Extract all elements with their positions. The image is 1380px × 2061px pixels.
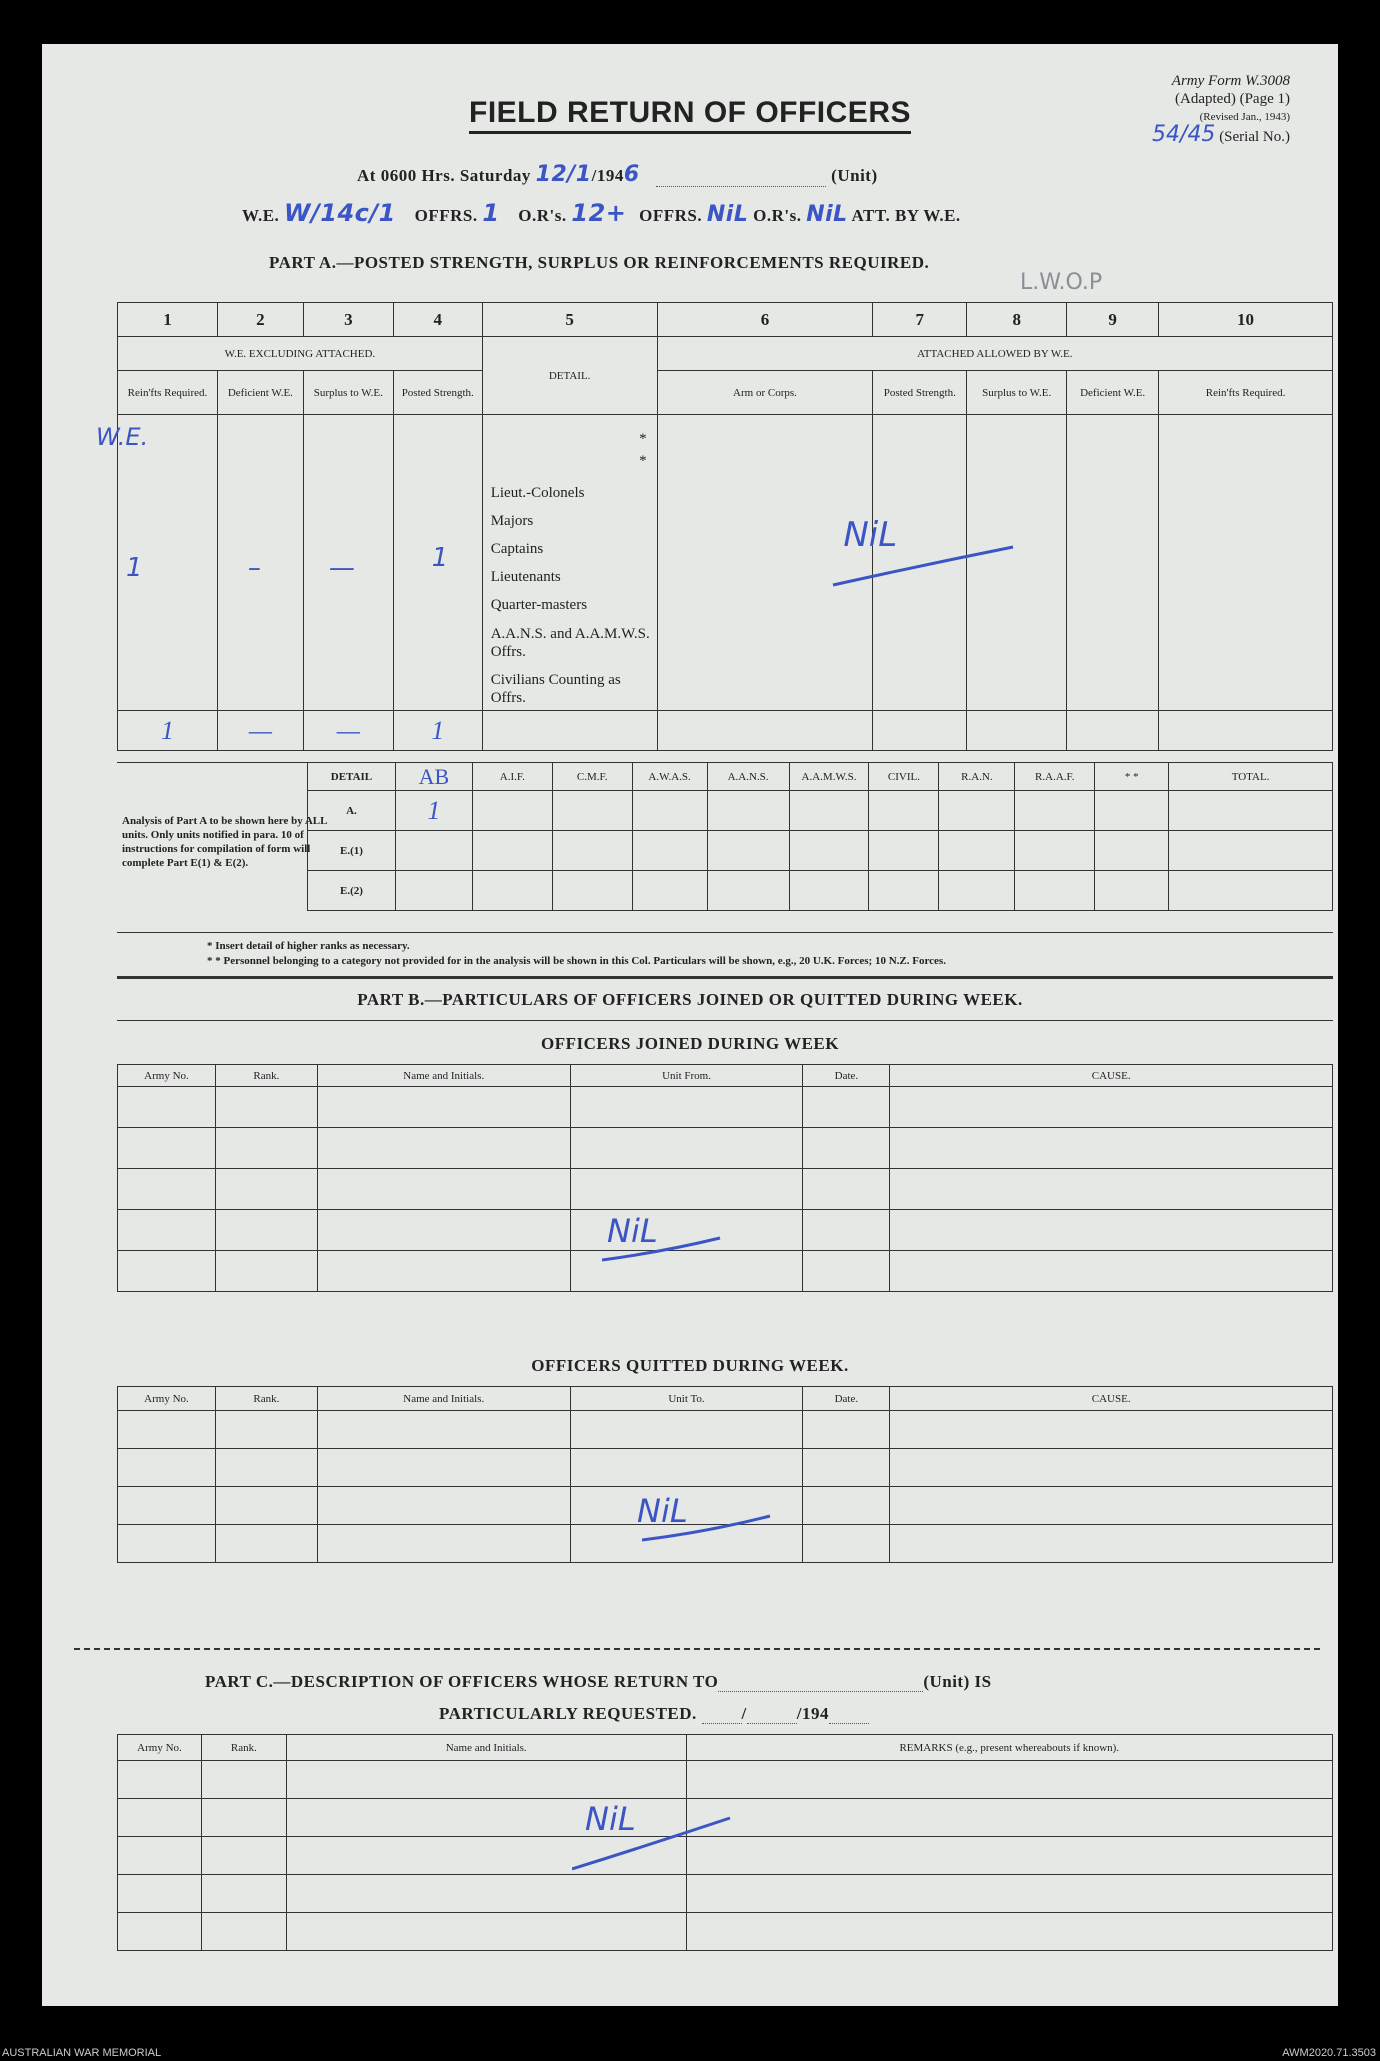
table-cell[interactable] (890, 1525, 1333, 1563)
analysis-header-row (308, 763, 1333, 791)
analysis-cell[interactable] (472, 831, 552, 871)
nil-stroke-icon (572, 1814, 732, 1874)
analysis-cell[interactable] (632, 871, 707, 911)
table-cell[interactable] (215, 1411, 317, 1449)
sub-header: Deficient W.E. (217, 371, 303, 415)
part-c-line1 (205, 1672, 992, 1692)
reinfts-value: 1 (126, 553, 143, 583)
part-c-requested: PARTICULARLY REQUESTED. (439, 1704, 697, 1723)
table-cell[interactable] (686, 1799, 1332, 1837)
table-row (118, 1411, 1333, 1449)
analysis-cell[interactable] (1015, 871, 1095, 911)
table-cell[interactable] (201, 1799, 286, 1837)
column-number-row (118, 303, 1333, 337)
analysis-cell[interactable] (1169, 871, 1333, 911)
footer-left: AUSTRALIAN WAR MEMORIAL (2, 2047, 162, 2059)
deficient-value: – (247, 553, 261, 583)
analysis-cell[interactable] (1095, 791, 1169, 831)
table-cell[interactable] (118, 1525, 216, 1563)
analysis-cell[interactable] (472, 791, 552, 831)
analysis-col: A.A.M.W.S. (789, 763, 869, 791)
att-offrs-label: OFFRS. (639, 206, 703, 225)
table-cell[interactable] (686, 1761, 1332, 1799)
deficient-cell[interactable] (217, 415, 303, 711)
table-cell[interactable] (201, 1875, 286, 1913)
total-att-surplus[interactable] (967, 711, 1067, 751)
quitted-header-row (118, 1387, 1333, 1411)
table-cell[interactable] (803, 1411, 890, 1449)
analysis-col: * * (1095, 763, 1169, 791)
table-cell[interactable] (118, 1411, 216, 1449)
form-number: Army Form W.3008 (1171, 73, 1290, 89)
joined-heading: OFFICERS JOINED DURING WEEK (541, 1034, 839, 1053)
table-cell[interactable] (118, 1210, 216, 1251)
table-cell[interactable] (317, 1087, 570, 1128)
table-row (118, 1128, 1333, 1169)
table-cell[interactable] (570, 1411, 803, 1449)
total-deficient[interactable]: — (217, 711, 303, 751)
analysis-row-label: A. (308, 791, 396, 831)
sub-header: Surplus to W.E. (303, 371, 393, 415)
rank-item: Civilians Counting as Offrs. (490, 672, 621, 706)
table-row (118, 1087, 1333, 1128)
footer-right: AWM2020.71.3503 (1282, 2047, 1376, 2059)
analysis-cell[interactable] (869, 791, 939, 831)
unit-label: (Unit) (831, 166, 878, 185)
analysis-col: TOTAL. (1169, 763, 1333, 791)
analysis-cell[interactable] (1015, 831, 1095, 871)
analysis-cell[interactable] (869, 831, 939, 871)
quitted-col: Unit To. (570, 1387, 803, 1411)
table-cell[interactable] (118, 1087, 216, 1128)
att-reinfts-cell[interactable] (1159, 415, 1333, 711)
group-header-row (118, 337, 1333, 371)
part-c-col: Name and Initials. (286, 1735, 686, 1761)
analysis-cell[interactable] (939, 871, 1015, 911)
rank-item: Quarter-masters (490, 597, 588, 613)
sub-header: Posted Strength. (393, 371, 482, 415)
attached-header: ATTACHED ALLOWED BY W.E. (657, 337, 1332, 371)
form-revised: (Revised Jan., 1943) (1199, 111, 1290, 123)
form-sheet (42, 44, 1338, 2006)
analysis-row-label: E.(2) (308, 871, 396, 911)
surplus-cell[interactable] (303, 415, 393, 711)
table-cell[interactable] (686, 1875, 1332, 1913)
table-cell[interactable] (215, 1449, 317, 1487)
col-num: 5 (482, 303, 657, 337)
analysis-cell[interactable] (707, 871, 789, 911)
table-cell[interactable] (118, 1251, 216, 1292)
table-cell[interactable] (201, 1761, 286, 1799)
table-cell[interactable] (286, 1761, 686, 1799)
table-row (118, 1449, 1333, 1487)
joined-col: Unit From. (570, 1065, 803, 1087)
analysis-col: A.A.N.S. (707, 763, 789, 791)
att-ors-value: NiL (806, 202, 848, 227)
ors-label: O.R's. (518, 206, 567, 225)
joined-col: Army No. (118, 1065, 216, 1087)
analysis-cell[interactable] (1095, 831, 1169, 871)
part-c-unit-is: (Unit) IS (923, 1672, 992, 1691)
table-cell[interactable] (118, 1128, 216, 1169)
part-a-heading: PART A.—POSTED STRENGTH, SURPLUS OR REINFORCEMENTS REQUIRED. (269, 253, 930, 272)
analysis-cell[interactable] (552, 831, 632, 871)
analysis-row-e1 (308, 831, 1333, 871)
table-cell[interactable] (201, 1837, 286, 1875)
analysis-cell[interactable] (869, 871, 939, 911)
table-cell[interactable] (890, 1128, 1333, 1169)
ranks-body-row (118, 415, 1333, 711)
analysis-cell[interactable] (472, 871, 552, 911)
footnote-1: * Insert detail of higher ranks as necessary. (207, 940, 410, 952)
table-cell[interactable] (803, 1128, 890, 1169)
total-arm[interactable] (657, 711, 873, 751)
table-cell[interactable] (570, 1087, 803, 1128)
analysis-col: DETAIL (308, 763, 396, 791)
posted-value: 1 (431, 543, 449, 573)
table-cell[interactable] (890, 1251, 1333, 1292)
request-month-field[interactable] (747, 1705, 797, 1724)
part-a-note: L.W.O.P (1020, 270, 1103, 295)
analysis-row-e2 (308, 871, 1333, 911)
col-num: 6 (657, 303, 873, 337)
analysis-bottom-line (117, 932, 1333, 933)
surplus-value: — (328, 553, 355, 583)
time-label: At 0600 Hrs. Saturday (357, 166, 531, 185)
star-mark: * (639, 453, 647, 469)
rank-item: Lieut.-Colonels (490, 485, 585, 501)
analysis-cell[interactable] (395, 871, 472, 911)
table-row (118, 1169, 1333, 1210)
part-b-heading: PART B.—PARTICULARS OF OFFICERS JOINED OR QUITTED DURING WEEK. (357, 990, 1023, 1009)
table-cell[interactable] (118, 1837, 202, 1875)
table-cell[interactable] (317, 1449, 570, 1487)
form-title: FIELD RETURN OF OFFICERS (42, 96, 1338, 130)
analysis-a-value[interactable]: 1 (395, 791, 472, 831)
table-cell[interactable] (890, 1087, 1333, 1128)
table-cell[interactable] (317, 1128, 570, 1169)
part-c-line2: PARTICULARLY REQUESTED. / /194 (439, 1704, 869, 1724)
table-cell[interactable] (890, 1449, 1333, 1487)
rank-item: A.A.N.S. and A.A.M.W.S. Offrs. (490, 626, 650, 660)
att-ors-label: O.R's. (753, 206, 802, 225)
request-year: /194 (796, 1704, 829, 1723)
sub-header: Deficient W.E. (1067, 371, 1159, 415)
analysis-cell[interactable] (939, 831, 1015, 871)
table-cell[interactable] (215, 1128, 317, 1169)
part-a-table (96, 302, 1333, 751)
table-cell[interactable] (215, 1169, 317, 1210)
table-cell[interactable] (215, 1487, 317, 1525)
col-num: 3 (303, 303, 393, 337)
total-reinfts[interactable]: 1 (118, 711, 218, 751)
table-row (118, 1251, 1333, 1292)
table-cell[interactable] (118, 1875, 202, 1913)
analysis-col: R.A.N. (939, 763, 1015, 791)
analysis-col: A.W.A.S. (632, 763, 707, 791)
perforation-line (74, 1648, 1320, 1650)
return-unit-field[interactable] (718, 1673, 923, 1692)
table-cell[interactable] (118, 1799, 202, 1837)
analysis-cell[interactable] (789, 831, 869, 871)
joined-col: Name and Initials. (317, 1065, 570, 1087)
table-cell[interactable] (803, 1449, 890, 1487)
part-c-heading: PART C.—DESCRIPTION OF OFFICERS WHOSE RETURN TO (205, 1672, 719, 1691)
analysis-col: AB (395, 763, 472, 791)
analysis-cell[interactable] (1015, 791, 1095, 831)
ranks-list (482, 415, 657, 711)
table-cell[interactable] (317, 1251, 570, 1292)
analysis-table (307, 762, 1333, 911)
table-cell[interactable] (686, 1913, 1332, 1951)
col-num: 1 (118, 303, 218, 337)
rank-item: Majors (490, 513, 534, 529)
joined-nil: NiL (607, 1212, 658, 1250)
joined-header-row (118, 1065, 1333, 1087)
table-row (118, 1875, 1333, 1913)
table-cell[interactable] (803, 1087, 890, 1128)
total-surplus[interactable]: — (303, 711, 393, 751)
nil-stroke-icon (602, 1234, 722, 1264)
quitted-col: Rank. (215, 1387, 317, 1411)
unit-field[interactable] (656, 168, 826, 187)
table-row (118, 1913, 1333, 1951)
posted-cell[interactable] (393, 415, 482, 711)
year-prefix: /194 (591, 166, 624, 185)
quitted-heading: OFFICERS QUITTED DURING WEEK. (531, 1356, 849, 1375)
analysis-cell[interactable] (552, 871, 632, 911)
att-label: ATT. BY W.E. (851, 206, 961, 225)
att-deficient-cell[interactable] (1067, 415, 1159, 711)
table-cell[interactable] (317, 1411, 570, 1449)
sub-header: Posted Strength. (873, 371, 967, 415)
form-adapted: (Adapted) (Page 1) (1175, 91, 1290, 107)
analysis-cell[interactable] (789, 871, 869, 911)
offrs-value: 1 (482, 199, 500, 227)
sub-header: Surplus to W.E. (967, 371, 1067, 415)
analysis-cell[interactable] (1169, 831, 1333, 871)
table-cell[interactable] (118, 1761, 202, 1799)
we-excluding-header: W.E. EXCLUDING ATTACHED. (118, 337, 483, 371)
joined-col: CAUSE. (890, 1065, 1333, 1087)
footnote-2: * * Personnel belonging to a category not provided for in the analysis will be shown in this Col. Particulars will be shown, e.g., 20 U.K. Forces; 10 N.Z. Forces. (207, 955, 946, 967)
request-day-field[interactable] (702, 1705, 742, 1724)
sub-header-row (118, 371, 1333, 415)
col-num: 2 (217, 303, 303, 337)
table-cell[interactable] (803, 1487, 890, 1525)
part-c-col: REMARKS (e.g., present whereabouts if known). (686, 1735, 1332, 1761)
sub-header: Rein'fts Required. (118, 371, 218, 415)
total-detail (482, 711, 657, 751)
request-year-field[interactable] (829, 1705, 869, 1724)
table-cell[interactable] (890, 1487, 1333, 1525)
analysis-col: C.M.F. (552, 763, 632, 791)
table-cell[interactable] (890, 1411, 1333, 1449)
serial-number: 54/45 (1152, 122, 1216, 147)
table-cell[interactable] (803, 1169, 890, 1210)
quitted-nil: NiL (637, 1492, 688, 1530)
table-cell[interactable] (286, 1913, 686, 1951)
quitted-col: Date. (803, 1387, 890, 1411)
table-cell[interactable] (118, 1169, 216, 1210)
part-b-line (117, 1020, 1333, 1021)
table-cell[interactable] (317, 1525, 570, 1563)
part-c-col: Rank. (201, 1735, 286, 1761)
table-row (118, 1210, 1333, 1251)
nil-stroke-icon (642, 1514, 772, 1544)
table-cell[interactable] (686, 1837, 1332, 1875)
table-cell[interactable] (215, 1525, 317, 1563)
analysis-cell[interactable] (1169, 791, 1333, 831)
ors-value: 12+ (571, 199, 627, 227)
analysis-cell[interactable] (789, 791, 869, 831)
table-cell[interactable] (118, 1487, 216, 1525)
analysis-note: Analysis of Part A to be shown here by ALL units. Only units notified in para. 10 of instructions for compilation of form will complete Part E(1) & E(2). (122, 815, 327, 869)
table-cell[interactable] (890, 1210, 1333, 1251)
analysis-col: A.I.F. (472, 763, 552, 791)
analysis-col: CIVIL. (869, 763, 939, 791)
detail-header: DETAIL. (482, 337, 657, 415)
part-c-col: Army No. (118, 1735, 202, 1761)
att-posted-cell[interactable] (843, 415, 967, 711)
rank-item: Captains (490, 541, 544, 557)
sub-header: Arm or Corps. (657, 371, 873, 415)
serial-label: (Serial No.) (1219, 129, 1290, 145)
att-offrs-value: NiL (706, 202, 749, 227)
col-num: 7 (873, 303, 967, 337)
table-cell[interactable] (215, 1087, 317, 1128)
sub-header: Rein'fts Required. (1159, 371, 1333, 415)
table-cell[interactable] (890, 1169, 1333, 1210)
analysis-row-label: E.(1) (308, 831, 396, 871)
reinfts-cell[interactable] (96, 415, 218, 711)
we-mark: W.E. (96, 423, 149, 451)
total-att-deficient[interactable] (1067, 711, 1159, 751)
table-cell[interactable] (570, 1169, 803, 1210)
joined-col: Rank. (215, 1065, 317, 1087)
total-att-reinfts[interactable] (1159, 711, 1333, 751)
part-c-nil: NiL (585, 1800, 636, 1838)
return-date: 12/1 (535, 162, 592, 187)
table-cell[interactable] (286, 1875, 686, 1913)
joined-col: Date. (803, 1065, 890, 1087)
analysis-cell[interactable] (395, 831, 472, 871)
we-line (242, 199, 1242, 227)
analysis-col: R.A.A.F. (1015, 763, 1095, 791)
table-cell[interactable] (317, 1169, 570, 1210)
col-num: 4 (393, 303, 482, 337)
table-cell[interactable] (317, 1210, 570, 1251)
year-digit: 6 (623, 162, 640, 187)
col-num: 8 (967, 303, 1067, 337)
part-a-end-line (117, 976, 1333, 979)
table-cell[interactable] (201, 1913, 286, 1951)
table-cell[interactable] (803, 1210, 890, 1251)
totals-row (118, 711, 1333, 751)
table-cell[interactable] (118, 1913, 202, 1951)
rank-item: Lieutenants (490, 569, 561, 585)
star-mark: * (639, 431, 647, 447)
total-att-posted[interactable] (873, 711, 967, 751)
analysis-cell[interactable] (632, 791, 707, 831)
quitted-col: Name and Initials. (317, 1387, 570, 1411)
table-cell[interactable] (570, 1449, 803, 1487)
we-label: W.E. (242, 206, 280, 225)
quitted-col: CAUSE. (890, 1387, 1333, 1411)
table-cell[interactable] (803, 1251, 890, 1292)
analysis-cell[interactable] (1095, 871, 1169, 911)
table-cell[interactable] (317, 1487, 570, 1525)
part-c-header-row (118, 1735, 1333, 1761)
quitted-col: Army No. (118, 1387, 216, 1411)
col-num: 10 (1159, 303, 1333, 337)
return-time-line (357, 162, 878, 187)
offrs-label: OFFRS. (414, 206, 478, 225)
attached-nil: NiL (843, 515, 898, 555)
table-cell[interactable] (215, 1210, 317, 1251)
analysis-cell[interactable] (552, 791, 632, 831)
we-value: W/14c/1 (284, 199, 396, 227)
total-posted[interactable]: 1 (393, 711, 482, 751)
table-row (118, 1761, 1333, 1799)
table-cell[interactable] (118, 1449, 216, 1487)
table-cell[interactable] (215, 1251, 317, 1292)
nil-stroke-icon (833, 545, 1013, 595)
analysis-cell[interactable] (707, 831, 789, 871)
analysis-row-a (308, 791, 1333, 831)
joined-table (117, 1064, 1333, 1292)
analysis-cell[interactable] (939, 791, 1015, 831)
table-cell[interactable] (570, 1128, 803, 1169)
analysis-top-line (117, 762, 307, 763)
analysis-cell[interactable] (632, 831, 707, 871)
table-cell[interactable] (803, 1525, 890, 1563)
analysis-cell[interactable] (707, 791, 789, 831)
col-num: 9 (1067, 303, 1159, 337)
